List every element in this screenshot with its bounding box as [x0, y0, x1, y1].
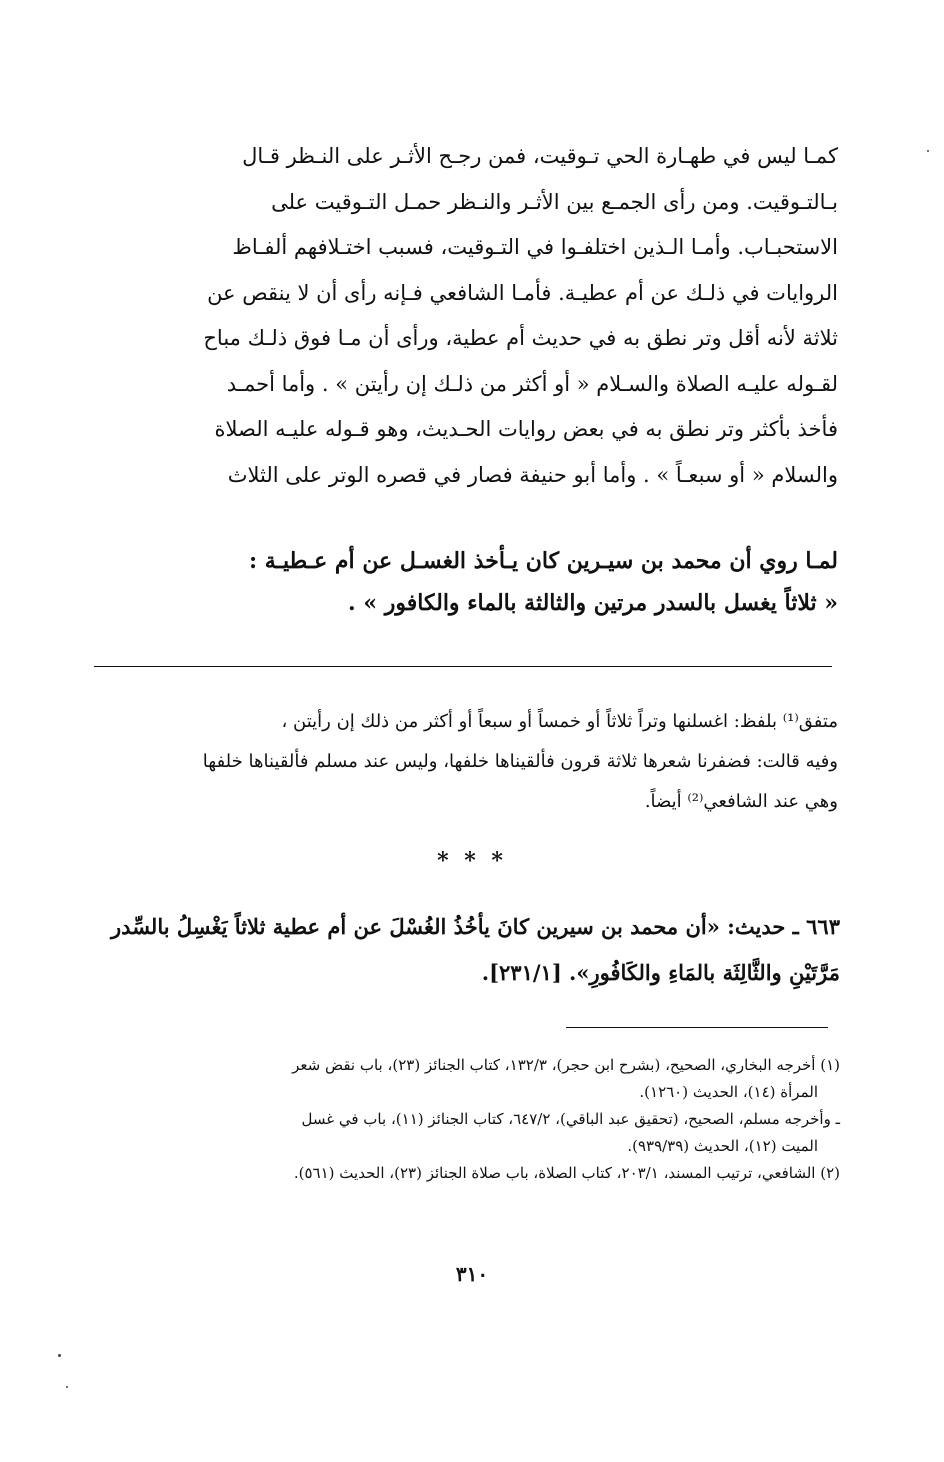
- footnote-divider: [566, 1027, 828, 1028]
- scan-speck: [58, 1354, 61, 1357]
- footnote-line: الميت (١٢)، الحديث (٩٣٩/٣٩).: [627, 1137, 818, 1155]
- main-quote-line: والسلام « أو سبعـاً » . وأما أبو حنيفة فصار في قصره الوتر على الثلاث: [227, 462, 838, 487]
- commentary-paragraph: [98, 702, 838, 822]
- footnotes: [98, 1052, 840, 1187]
- section-separator-stars: * * *: [437, 848, 507, 874]
- bold-quote-line: « ثلاثاً يغسل بالسدر مرتين والثالثة بالماء والكافور » .: [348, 590, 838, 616]
- main-quote-line: لقـوله عليـه الصلاة والسـلام « أو أكثر من ذلـك إن رأيتن » . وأما أحمـد: [226, 371, 838, 396]
- main-quote-line: الروايات في ذلـك عن أم عطيـة. فأمـا الشافعي فـإنه رأى أن لا ينقص عن: [207, 280, 838, 305]
- main-quote-line: ثلاثة لأنه أقل وتر نطق به في حديث أم عطية، ورأى أن مـا فوق ذلـك مباح: [203, 326, 838, 350]
- scan-speck: [927, 150, 929, 152]
- main-quote-paragraph: [100, 134, 838, 498]
- footnote-line: ـ وأخرجه مسلم، الصحيح، (تحقيق عبد الباقي)، ٦٤٧/٢، كتاب الجنائز (١١)، باب في غسل: [301, 1110, 840, 1128]
- bold-quote-paragraph: [100, 540, 838, 624]
- main-quote-line: بـالتـوقيت. ومن رأى الجمـع بين الأثـر والنـظر حمـل التـوقيت على: [271, 189, 838, 214]
- commentary-line: متفق⁽¹⁾ بلفظ: اغسلنها وتراً ثلاثاً أو خمساً أو سبعاً أو أكثر من ذلك إن رأيتن ،: [281, 711, 838, 732]
- footnote-line: (١) أخرجه البخاري، الصحيح، (بشرح ابن حجر)، ١٣٢/٣، كتاب الجنائز (٢٣)، باب نقض شعر: [292, 1056, 840, 1074]
- hadith-line: ٦٦٣ ـ حديث: «أن محمد بن سيرين كانَ يأخُذُ الغُسْلَ عن أم عطية ثلاثاً يَغْسِلُ بالسِّدر: [111, 914, 840, 939]
- hadith-entry: [98, 904, 840, 996]
- footnote-line: المرأة (١٤)، الحديث (١٢٦٠).: [639, 1083, 818, 1101]
- commentary-line: وفيه قالت: فضفرنا شعرها ثلاثة قرون فألقيناها خلفها، وليس عند مسلم فألقيناها خلفها: [202, 751, 838, 772]
- scan-speck: [66, 1386, 68, 1388]
- footnote-line: (٢) الشافعي، ترتيب المسند، ٢٠٣/١، كتاب الصلاة، باب صلاة الجنائز (٢٣)، الحديث (٥٦١).: [293, 1164, 840, 1182]
- hadith-line: مَرَّتَيْنِ والثَّالِثَة بالمَاءِ والكَافُورِ». [٢٣١/١].: [481, 960, 840, 985]
- main-quote-line: فأخذ بأكثر وتر نطق به في بعض روايات الحـديث، وهو قـوله عليـه الصلاة: [214, 417, 838, 441]
- page-number: ٣١٠: [455, 1262, 489, 1286]
- main-quote-line: كمـا ليس في طهـارة الحي تـوقيت، فمن رجـح الأثـر على النـظر قـال: [242, 144, 838, 168]
- section-divider: [94, 666, 832, 667]
- commentary-line: وهي عند الشافعي⁽²⁾ أيضاً.: [644, 791, 838, 812]
- bold-quote-line: لمـا روي أن محمد بن سيـرين كان يـأخذ الغسـل عن أم عـطيـة :: [248, 548, 838, 574]
- main-quote-line: الاستحبـاب. وأمـا الـذين اختلفـوا في التـوقيت، فسبب اختـلافهم ألفـاظ: [232, 235, 838, 259]
